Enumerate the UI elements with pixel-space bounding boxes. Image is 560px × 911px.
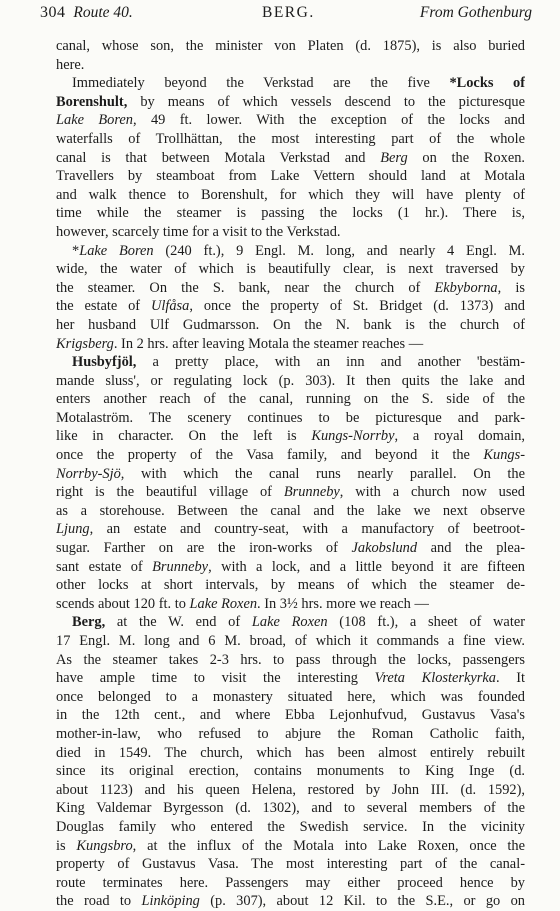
bold-term: Berg, xyxy=(72,614,106,631)
italic-term: Ulfåsa xyxy=(150,298,190,315)
text-run: is xyxy=(56,837,77,854)
text-line xyxy=(56,818,525,837)
text-run: and the plea- xyxy=(417,540,525,557)
text-line xyxy=(56,855,525,874)
text-line xyxy=(56,558,525,577)
text-run: about 1123) and his queen Helena, restored by John III. (d. 1592), xyxy=(56,781,525,798)
text-run: like in character. On the left is xyxy=(56,428,312,445)
text-run: King Valdemar Byrgesson (d. 1302), and to several members of the xyxy=(56,800,525,817)
text-line xyxy=(56,130,525,149)
text-run: , with a church now used xyxy=(339,484,525,501)
text-line xyxy=(56,892,525,911)
text-run: enters another reach of the canal, running on the S. side of the xyxy=(56,391,525,408)
text-run: once belonged to a monastery situated here, which was founded xyxy=(56,688,525,705)
bold-term: Husbyfjöl, xyxy=(72,354,137,371)
text-run: , once the property of St. Bridget (d. 1373) and xyxy=(189,298,525,315)
text-line xyxy=(56,297,525,316)
text-run: 17 Engl. M. long and 6 M. broad, of which it commands a fine view. xyxy=(56,633,525,649)
text-run: at the W. end of xyxy=(105,614,252,631)
text-run: the road to xyxy=(56,893,142,910)
text-run: however, scarcely time for a visit to the Verkstad. xyxy=(56,223,341,240)
text-run: canal, whose son, the minister von Platen (d. 1875), is also buried xyxy=(56,38,525,54)
text-run: on the Roxen. xyxy=(407,149,525,166)
text-run: , with which the canal runs nearly parallel. On the xyxy=(120,465,525,482)
text-run: . In 2 hrs. after leaving Motala the steamer reaches — xyxy=(113,335,424,352)
text-run: (108 ft.), a sheet of water xyxy=(327,614,525,631)
text-line xyxy=(56,502,525,521)
text-run: died in 1549. The church, which has been almost entirely rebuilt xyxy=(56,744,525,761)
italic-term: Kungs-Norrby xyxy=(311,428,395,445)
text-line xyxy=(56,56,525,75)
text-run: in the 12th cent., and where Ebba Lejonhufvud, Gustavus Vasa's xyxy=(56,707,525,724)
place-heading: BERG. xyxy=(262,4,315,21)
text-run: once the property of the Vasa family, and beyond it the xyxy=(56,447,484,464)
text-line xyxy=(56,465,525,484)
text-line xyxy=(56,688,525,707)
text-line xyxy=(56,149,525,168)
text-line xyxy=(56,762,525,781)
text-run: (p. 307), about 12 Kil. to the S.E., or go on xyxy=(199,893,525,910)
text-run: other locks at short intervals, by means of which the steamer de- xyxy=(56,577,525,594)
text-line xyxy=(56,837,525,856)
text-run: right is the beautiful village of xyxy=(56,484,284,501)
text-run: since its original erection, contains monuments to King Inge (d. xyxy=(56,763,525,780)
text-run: a pretty place, with an inn and another 'bestäm- xyxy=(136,354,525,371)
italic-term: Krigsberg xyxy=(56,335,114,352)
text-line xyxy=(56,632,525,651)
text-run: Immediately beyond the Verkstad are the five xyxy=(72,75,450,92)
text-line xyxy=(56,167,525,186)
text-run: the estate of xyxy=(56,298,151,315)
text-run: have ample time to visit the interesting xyxy=(56,670,375,687)
text-run: , 49 ft. lower. With the exception of the locks and xyxy=(133,112,525,129)
text-line xyxy=(56,186,525,205)
text-line xyxy=(56,316,525,335)
text-run: route terminates here. Passengers may either proceed hence by xyxy=(56,874,525,891)
text-line xyxy=(56,242,525,261)
text-run: , is xyxy=(497,279,525,296)
text-run: here. xyxy=(56,56,85,73)
text-line xyxy=(56,390,525,409)
text-run: As the steamer takes 2-3 hrs. to pass through the locks, passengers xyxy=(56,651,525,668)
italic-term: Brunneby xyxy=(283,484,340,501)
italic-term: Ljung xyxy=(56,521,90,538)
text-line xyxy=(56,74,525,93)
italic-term: Kungs- xyxy=(483,447,525,464)
text-line xyxy=(56,353,525,372)
bold-term: *Locks of xyxy=(449,75,525,92)
italic-term: Norrby-Sjö xyxy=(56,465,121,482)
text-run: Douglas family who entered the Swedish service. In the vicinity xyxy=(56,818,525,835)
text-line xyxy=(56,93,525,112)
italic-term: Vreta Klosterkyrka xyxy=(374,670,496,687)
text-line xyxy=(56,37,525,56)
text-line xyxy=(56,744,525,763)
text-line xyxy=(56,874,525,893)
text-run: * xyxy=(72,242,80,259)
italic-term: Brunneby xyxy=(152,558,209,575)
text-run: mande sluss', or regulating lock (p. 303). It then quits the lake and xyxy=(56,372,525,389)
text-line xyxy=(56,539,525,558)
text-run: scends about 120 ft. to xyxy=(56,595,190,612)
text-run: and walk thence to Borenshult, for which they will have plenty of xyxy=(56,186,525,203)
route-label: Route 40. xyxy=(73,4,133,21)
text-run: mother-in-law, who refused to abjure the Roman Catholic faith, xyxy=(56,725,525,742)
text-line xyxy=(56,799,525,818)
text-line xyxy=(56,260,525,279)
text-run: sant estate of xyxy=(56,558,153,575)
page-number: 304 xyxy=(40,4,66,21)
text-line xyxy=(56,204,525,223)
text-line xyxy=(56,427,525,446)
text-run: the steamer. On the S. bank, near the church of xyxy=(56,279,435,296)
text-line xyxy=(56,725,525,744)
bold-term: Borenshult, xyxy=(56,93,128,110)
body-text xyxy=(56,37,525,911)
text-line xyxy=(56,111,525,130)
text-line xyxy=(56,446,525,465)
text-run: , an estate and country-seat, with a manufactory of beetroot- xyxy=(89,521,525,538)
italic-term: Jakobslund xyxy=(351,540,418,557)
text-run: , at the influx of the Motala into Lake Roxen, once the xyxy=(132,837,525,854)
text-run: as a storehouse. Between the canal and the lake we next observe xyxy=(56,502,525,519)
text-run: wide, the water of which is beautifully clear, is next traversed by xyxy=(56,261,525,278)
text-run: by means of which vessels descend to the picturesque xyxy=(127,93,525,110)
text-line xyxy=(56,409,525,428)
text-line xyxy=(56,669,525,688)
text-run: Travellers by steamboat from Lake Vettern should land at Motala xyxy=(56,168,525,185)
text-line xyxy=(56,576,525,595)
text-run: her husband Ulf Gudmarsson. On the N. bank is the church of xyxy=(56,316,525,333)
text-line xyxy=(56,223,525,242)
text-line xyxy=(56,520,525,539)
text-run: waterfalls of Trollhättan, the most interesting part of the whole xyxy=(56,130,525,147)
text-run: . In 3½ hrs. more we reach — xyxy=(257,595,429,612)
text-run: sugar. Farther on are the iron-works of xyxy=(56,540,352,557)
running-head-left xyxy=(40,4,133,22)
text-line xyxy=(56,781,525,800)
italic-term: Berg xyxy=(380,149,408,166)
text-run: (240 ft.), 9 Engl. M. long, and nearly 4 Engl. M. xyxy=(153,242,525,259)
text-line xyxy=(56,651,525,670)
text-run: , with a lock, and a little beyond it are fifteen xyxy=(208,558,525,575)
italic-term: Lake Boren xyxy=(56,112,133,129)
text-line xyxy=(56,279,525,298)
italic-term: Ekbyborna xyxy=(434,279,498,296)
italic-term: Kungsbro xyxy=(76,837,133,854)
text-line xyxy=(56,613,525,632)
text-line xyxy=(56,706,525,725)
text-run: Motalaström. The scenery continues to be picturesque and park- xyxy=(56,409,525,426)
text-run: time while the steamer is passing the locks (1 hr.). There is, xyxy=(56,205,525,222)
text-run: property of Gustavus Vasa. The most interesting part of the canal- xyxy=(56,856,525,873)
italic-term: Linköping xyxy=(141,893,200,910)
text-run: , a royal domain, xyxy=(394,428,525,445)
text-run: canal is that between Motala Verkstad and xyxy=(56,149,381,166)
text-line xyxy=(56,483,525,502)
text-line xyxy=(56,372,525,391)
italic-term: Lake Roxen xyxy=(189,595,258,612)
text-run: . It xyxy=(495,670,525,687)
text-line xyxy=(56,335,525,354)
section-heading: From Gothenburg xyxy=(419,4,532,21)
text-line xyxy=(56,595,525,614)
italic-term: Lake Roxen xyxy=(251,614,328,631)
italic-term: Lake Boren xyxy=(79,242,154,259)
running-head xyxy=(40,4,532,26)
